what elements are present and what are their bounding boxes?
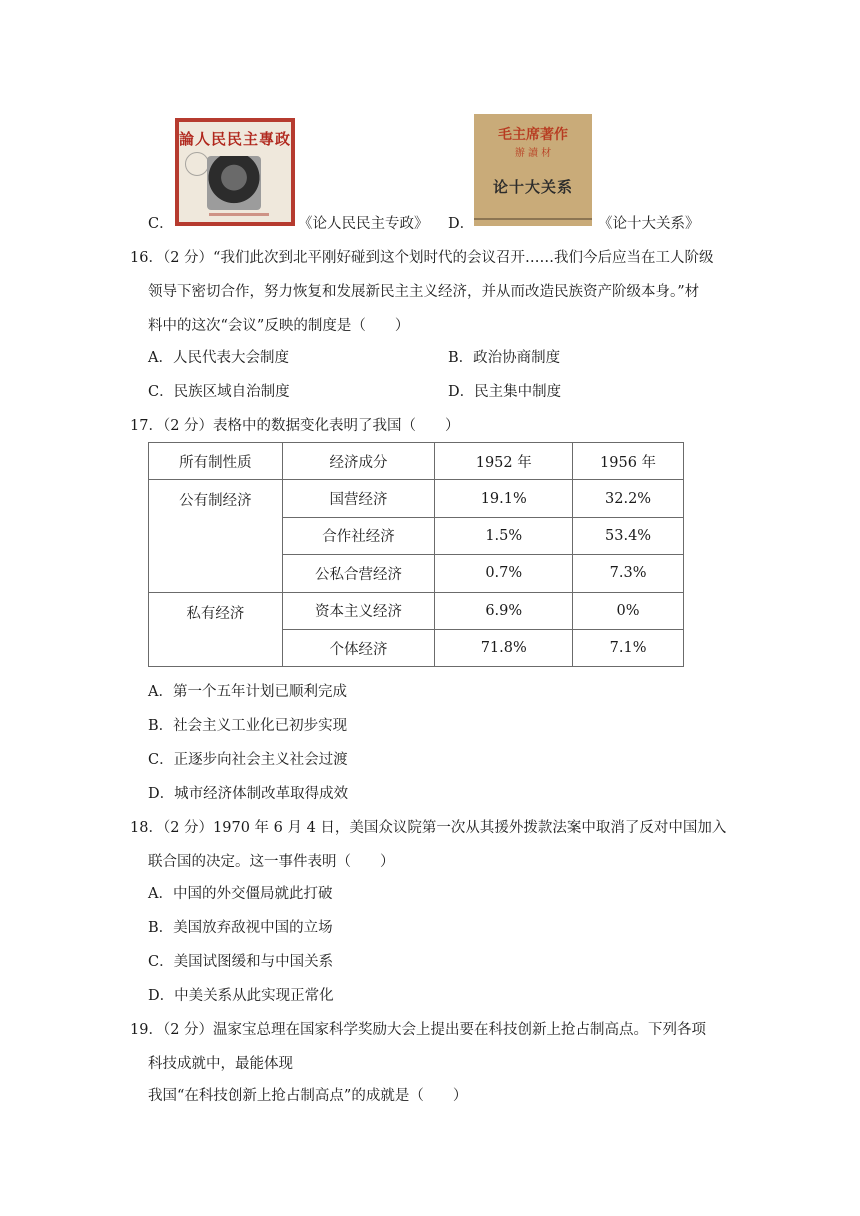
q19-stem-line-1: 19．（2 分）温家宝总理在国家科学奖励大会上提出要在科技创新上抢占制高点。下列各项 <box>130 1022 707 1038</box>
book-cover-image-c <box>175 118 295 226</box>
table-group-cell: 私有经济 <box>149 592 283 667</box>
table-header-cell: 经济成分 <box>282 443 435 480</box>
option-d-label: D． <box>448 216 475 232</box>
table-cell: 7.1% <box>573 629 684 666</box>
q19-stem-line-2: 科技成就中，最能体现 <box>148 1056 293 1072</box>
table-header-row <box>149 443 684 480</box>
table-cell: 32.2% <box>573 480 684 517</box>
q19-stem-line-3: 我国“在科技创新上抢占制高点”的成就是（ ） <box>148 1088 468 1104</box>
q17-option-d: D．城市经济体制改革取得成效 <box>148 786 349 802</box>
q16-option-c: C．民族区域自治制度 <box>148 384 290 400</box>
q16-stem-line-3: 料中的这次“会议”反映的制度是（ ） <box>148 318 410 334</box>
table-cell: 0.7% <box>435 555 573 592</box>
q17-stem: 17．（2 分）表格中的数据变化表明了我国（ ） <box>130 418 460 434</box>
table-cell: 公私合营经济 <box>282 555 435 592</box>
q16-option-b: B．政治协商制度 <box>448 350 561 366</box>
q16-option-a: A．人民代表大会制度 <box>148 350 289 366</box>
book-cover-image-d <box>474 114 592 226</box>
table-header-cell: 所有制性质 <box>149 443 283 480</box>
cover-c-title: 論人民民主專政 <box>179 130 292 148</box>
option-c-caption: 《论人民民主专政》 <box>298 216 429 232</box>
portrait-icon <box>207 156 261 210</box>
table-cell: 71.8% <box>435 629 573 666</box>
cover-d-title: 论十大关系 <box>492 178 573 196</box>
q18-stem-line-2: 联合国的决定。这一事件表明（ ） <box>148 854 395 870</box>
q17-option-c: C．正逐步向社会主义社会过渡 <box>148 752 348 768</box>
table-header-cell: 1956 年 <box>573 443 684 480</box>
table-header-cell: 1952 年 <box>435 443 573 480</box>
table-cell: 19.1% <box>435 480 573 517</box>
q18-option-c: C．美国试图缓和与中国关系 <box>148 954 334 970</box>
cover-d-subtitle: 辦 讀 材 <box>514 148 552 159</box>
table-cell: 国营经济 <box>282 480 435 517</box>
table-row <box>149 480 684 517</box>
table-cell: 0% <box>573 592 684 629</box>
option-d-caption: 《论十大关系》 <box>598 216 700 232</box>
q17-option-a: A．第一个五年计划已顺利完成 <box>148 684 347 700</box>
table-group-cell: 公有制经济 <box>149 480 283 592</box>
q18-option-d: D．中美关系从此实现正常化 <box>148 988 334 1004</box>
cover-d-series: 毛主席著作 <box>498 127 568 143</box>
q18-stem-line-1: 18．（2 分）1970 年 6 月 4 日，美国众议院第一次从其援外拨款法案中取消了反对中国加入 <box>130 820 727 836</box>
table-cell: 7.3% <box>573 555 684 592</box>
stamp-icon <box>185 152 209 176</box>
q16-option-d: D．民主集中制度 <box>448 384 562 400</box>
table-row <box>149 592 684 629</box>
table-cell: 6.9% <box>435 592 573 629</box>
option-c-label: C． <box>148 216 174 232</box>
table-cell: 合作社经济 <box>282 517 435 554</box>
q16-stem-line-2: 领导下密切合作，努力恢复和发展新民主主义经济，并从而改造民族资产阶级本身。”材 <box>148 284 700 300</box>
table-cell: 1.5% <box>435 517 573 554</box>
economy-table <box>148 442 684 667</box>
table-cell: 资本主义经济 <box>282 592 435 629</box>
table-cell: 53.4% <box>573 517 684 554</box>
cover-d-band <box>474 218 592 220</box>
q18-option-a: A．中国的外交僵局就此打破 <box>148 886 333 902</box>
cover-c-footer <box>209 213 269 216</box>
q16-stem-line-1: 16．（2 分）“我们此次到北平刚好碰到这个划时代的会议召开……我们今后应当在工人阶级 <box>130 250 714 266</box>
q17-option-b: B．社会主义工业化已初步实现 <box>148 718 348 734</box>
table-cell: 个体经济 <box>282 629 435 666</box>
q18-option-b: B．美国放弃敌视中国的立场 <box>148 920 333 936</box>
